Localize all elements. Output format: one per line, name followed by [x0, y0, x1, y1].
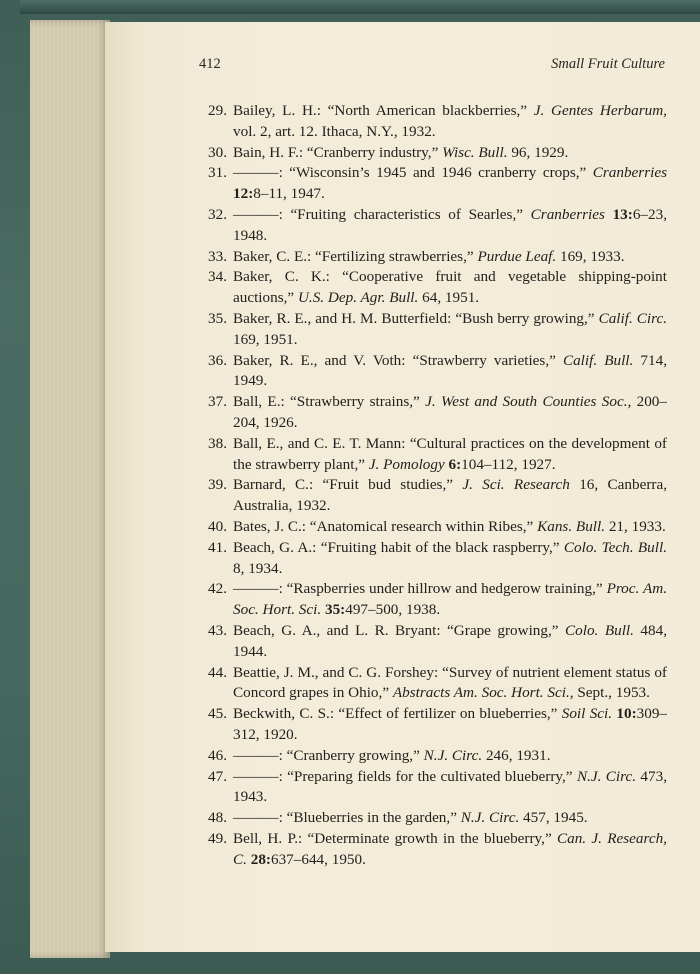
reference-source: Soil Sci.	[561, 705, 613, 723]
reference-text: Beach, G. A.: “Fruiting habit of the black raspberry,”	[233, 538, 564, 556]
reference-entry	[193, 434, 667, 476]
reference-source: Kans. Bull.	[537, 517, 606, 535]
reference-number: 33.	[208, 247, 227, 265]
reference-text: ———: “Preparing fields for the cultivated blueberry,”	[233, 767, 577, 785]
reference-volume: 28:	[250, 850, 271, 868]
reference-source: U.S. Dep. Agr. Bull.	[297, 289, 419, 307]
reference-text: 169, 1933.	[556, 247, 625, 265]
reference-text: 64, 1951.	[418, 289, 480, 307]
reference-entry	[193, 143, 667, 164]
reference-text: 6–23, 1948.	[233, 205, 667, 244]
reference-entry	[193, 247, 667, 268]
reference-text: 484, 1944.	[233, 621, 667, 660]
reference-number: 34.	[208, 268, 227, 286]
reference-text: 714, 1949.	[233, 351, 667, 390]
page-number: 412	[199, 56, 221, 72]
reference-source: N.J. Circ.	[460, 809, 520, 827]
reference-text: ———: “Blueberries in the garden,”	[233, 809, 461, 827]
reference-number: 46.	[208, 746, 227, 764]
reference-number: 29.	[208, 102, 227, 119]
reference-text: 246, 1931.	[482, 746, 551, 764]
reference-number: 40.	[208, 517, 227, 535]
reference-source: J. Pomology	[368, 455, 445, 473]
reference-text: 169, 1951.	[233, 330, 298, 348]
reference-source: J. Sci. Research	[462, 476, 570, 494]
reference-text: Ball, E.: “Strawberry strains,”	[233, 393, 426, 411]
reference-entry	[193, 163, 667, 205]
reference-source: N.J. Circ.	[576, 767, 637, 785]
reference-entry	[193, 829, 667, 871]
reference-text: ———: “Cranberry growing,”	[233, 746, 424, 764]
reference-text: Bates, J. C.: “Anatomical research within Ribes,”	[233, 517, 538, 535]
reference-entry	[193, 101, 667, 143]
reference-source: J. Gentes Herbarum,	[533, 102, 667, 119]
reference-source: Cranberries	[592, 164, 667, 182]
reference-source: Cranberries	[530, 205, 605, 223]
reference-entry	[193, 767, 667, 809]
running-title: Small Fruit Culture	[551, 56, 665, 72]
reference-number: 39.	[208, 476, 227, 494]
reference-number: 38.	[208, 434, 227, 452]
reference-entry	[193, 392, 667, 434]
reference-number: 47.	[208, 767, 227, 785]
reference-text: Baker, R. E., and V. Voth: “Strawberry varieties,”	[233, 351, 563, 369]
reference-source: Proc. Am. Soc. Hort. Sci.	[233, 580, 667, 619]
reference-source: Wisc. Bull.	[442, 143, 508, 161]
reference-list	[193, 101, 667, 870]
reference-text: 200–204, 1926.	[233, 393, 667, 431]
reference-entry	[193, 621, 667, 663]
reference-entry	[193, 808, 667, 829]
reference-entry	[193, 704, 667, 746]
reference-number: 36.	[208, 351, 227, 369]
reference-volume: 10:	[616, 705, 637, 723]
reference-entry	[193, 538, 667, 580]
reference-text: vol. 2, art. 12. Ithaca, N.Y., 1932.	[233, 122, 436, 140]
book-cover-top-edge	[20, 0, 700, 14]
reference-text: Baker, C. E.: “Fertilizing strawberries,”	[233, 247, 478, 265]
reference-text: 96, 1929.	[507, 143, 569, 161]
reference-number: 35.	[208, 309, 227, 327]
reference-text: ———: “Wisconsin’s 1945 and 1946 cranberry crops,”	[233, 164, 593, 182]
reference-text	[605, 206, 613, 223]
reference-text: 637–644, 1950.	[270, 850, 366, 868]
reference-volume: 13:	[612, 205, 633, 223]
reference-number: 43.	[208, 621, 227, 639]
reference-number: 37.	[208, 393, 227, 411]
reference-text: Bell, H. P.: “Determinate growth in the blueberry,”	[233, 829, 557, 847]
reference-text: Beattie, J. M., and C. G. Forshey: “Survey of nutrient element status of Concord grapes in Ohio,”	[233, 663, 667, 702]
reference-number: 41.	[208, 538, 227, 556]
reference-text: Barnard, C.: “Fruit bud studies,”	[233, 476, 463, 494]
reference-number: 45.	[208, 705, 227, 723]
reference-entry	[193, 309, 667, 351]
page-header	[199, 56, 665, 76]
reference-entry	[193, 663, 667, 705]
reference-entry	[193, 351, 667, 393]
reference-source: Calif. Bull.	[562, 351, 634, 369]
reference-source: Purdue Leaf.	[477, 247, 557, 265]
reference-text: 309–312, 1920.	[233, 705, 668, 743]
reference-number: 44.	[208, 663, 227, 681]
reference-text: Baker, C. K.: “Cooperative fruit and vegetable shipping-point auctions,”	[233, 268, 667, 307]
reference-number: 30.	[208, 143, 227, 161]
reference-text: ———: “Raspberries under hillrow and hedgerow training,”	[233, 580, 607, 598]
reference-entry	[193, 579, 667, 621]
reference-volume: 12:	[233, 185, 254, 203]
reference-text: 497–500, 1938.	[345, 601, 441, 619]
reference-number: 49.	[208, 829, 227, 847]
reference-text: Bailey, L. H.: “North American blackberries,”	[233, 102, 534, 119]
reference-number: 42.	[208, 580, 227, 598]
reference-text: 104–112, 1927.	[461, 455, 556, 473]
reference-entry	[193, 517, 667, 538]
reference-source: J. West and South Counties Soc.,	[425, 393, 632, 411]
reference-number: 31.	[208, 164, 227, 182]
reference-entry	[193, 746, 667, 767]
reference-text: 21, 1933.	[605, 517, 666, 535]
reference-text: ———: “Fruiting characteristics of Searles,”	[233, 205, 531, 223]
reference-source: N.J. Circ.	[423, 746, 483, 764]
reference-text: Ball, E., and C. E. T. Mann: “Cultural practices on the development of the strawberry plant,”	[233, 434, 667, 473]
reference-text: Sept., 1953.	[573, 684, 650, 702]
reference-text: Baker, R. E., and H. M. Butterfield: “Bush berry growing,”	[233, 309, 599, 327]
reference-entry	[193, 205, 667, 247]
reference-volume: 6:	[448, 455, 462, 473]
reference-source: Abstracts Am. Soc. Hort. Sci.,	[392, 684, 574, 702]
reference-entry	[193, 475, 667, 517]
reference-volume: 35:	[324, 601, 346, 619]
reference-text: 473, 1943.	[233, 767, 667, 806]
reference-number: 48.	[208, 809, 227, 827]
reference-text: Beckwith, C. S.: “Effect of fertilizer on blueberries,”	[233, 705, 562, 723]
reference-source: Colo. Bull.	[565, 621, 634, 639]
reference-source: Can. J. Research, C.	[233, 829, 667, 868]
reference-source: Colo. Tech. Bull.	[563, 538, 667, 556]
reference-text: Bain, H. F.: “Cranberry industry,”	[233, 143, 443, 161]
reference-text: 8, 1934.	[233, 559, 283, 577]
reference-source: Calif. Circ.	[598, 309, 667, 327]
reference-text: Beach, G. A., and L. R. Bryant: “Grape growing,”	[233, 621, 566, 639]
reference-number: 32.	[208, 205, 227, 223]
reference-text: 8–11, 1947.	[253, 185, 325, 203]
reference-text: 457, 1945.	[519, 809, 588, 827]
page-edges	[30, 20, 110, 958]
reference-entry	[193, 267, 667, 309]
reference-text: 16, Canberra, Australia, 1932.	[233, 476, 667, 515]
